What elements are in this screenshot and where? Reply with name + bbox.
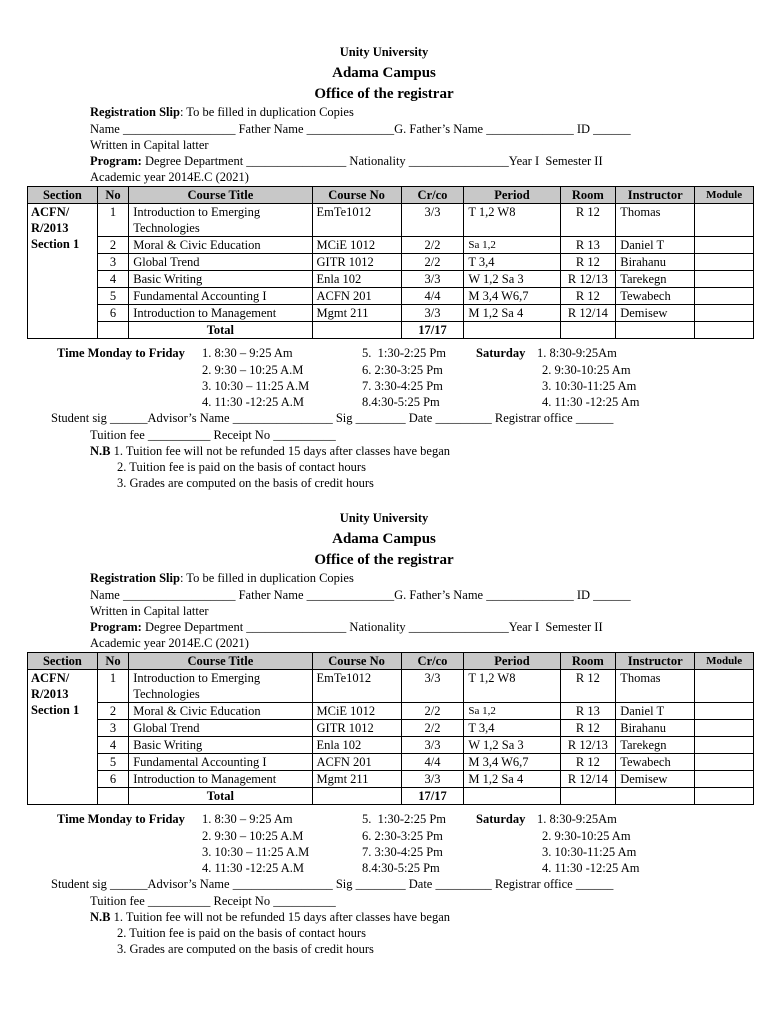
room: R 12 xyxy=(560,720,616,737)
weekday-slot: 7. 3:30-4:25 Pm xyxy=(362,379,443,393)
table-header-row xyxy=(28,187,754,204)
course-code: GITR 1012 xyxy=(312,720,401,737)
program-label: Program: xyxy=(90,620,142,634)
capital-note: Written in Capital latter xyxy=(90,604,209,618)
course-number-index: 4 xyxy=(97,737,128,754)
course-code: MCiE 1012 xyxy=(312,237,401,254)
table-row xyxy=(28,771,754,788)
total-empty xyxy=(464,788,560,805)
room: R 12 xyxy=(560,204,616,237)
campus-name: Adama Campus xyxy=(332,531,436,547)
weekday-slot: 1. 8:30 – 9:25 Am xyxy=(202,346,293,360)
instructor: Daniel T xyxy=(616,237,695,254)
credit-contact: 2/2 xyxy=(401,254,464,271)
instructor: Tewabech xyxy=(616,754,695,771)
nb-line-1 xyxy=(90,909,450,925)
total-empty xyxy=(97,322,128,339)
total-empty xyxy=(616,322,695,339)
room: R 13 xyxy=(560,237,616,254)
room: R 12/13 xyxy=(560,737,616,754)
signature-line: Student sig ______Advisor’s Name ________________ Sig ________ Date _________ Registrar office ______ xyxy=(51,411,614,425)
course-title: Introduction to Emerging Technologies xyxy=(129,204,312,237)
section-line: Section 1 xyxy=(31,703,80,717)
total-label: Total xyxy=(129,788,312,805)
weekday-slot: 7. 3:30-4:25 Pm xyxy=(362,845,443,859)
course-number-index: 1 xyxy=(97,204,128,237)
course-table xyxy=(27,652,754,805)
table-row xyxy=(28,737,754,754)
saturday-slot: 3. 10:30-11:25 Am xyxy=(542,379,637,393)
weekday-slot: 3. 10:30 – 11:25 A.M xyxy=(202,379,310,393)
module xyxy=(695,754,754,771)
credit-contact: 4/4 xyxy=(401,288,464,305)
credit-contact: 4/4 xyxy=(401,754,464,771)
instructor: Daniel T xyxy=(616,703,695,720)
weekday-slot: 2. 9:30 – 10:25 A.M xyxy=(202,829,304,843)
tuition-line: Tuition fee __________ Receipt No __________ xyxy=(90,428,336,442)
saturday-slot: 4. 11:30 -12:25 Am xyxy=(542,861,640,875)
university-name: Unity University xyxy=(339,45,429,59)
module xyxy=(695,204,754,237)
weekday-slot: 3. 10:30 – 11:25 A.M xyxy=(202,845,310,859)
course-code: EmTe1012 xyxy=(312,204,401,237)
weekday-slot: 5. 1:30-2:25 Pm xyxy=(362,812,447,826)
course-title: Basic Writing xyxy=(129,271,312,288)
credit-contact: 3/3 xyxy=(401,204,464,237)
nb-note-2: 2. Tuition fee is paid on the basis of contact hours xyxy=(117,926,366,940)
registration-slip-copy-2 xyxy=(0,466,768,956)
instructor: Birahanu xyxy=(616,254,695,271)
room: R 12 xyxy=(560,754,616,771)
total-empty xyxy=(560,788,616,805)
total-value: 17/17 xyxy=(401,322,464,339)
credit-contact: 3/3 xyxy=(401,271,464,288)
total-empty xyxy=(616,788,695,805)
module xyxy=(695,703,754,720)
course-number-index: 6 xyxy=(97,305,128,322)
table-row xyxy=(28,254,754,271)
registration-slip-text: : To be filled in duplication Copies xyxy=(179,105,354,119)
nb-label: N.B xyxy=(90,444,111,458)
weekday-time-label: Time Monday to Friday xyxy=(57,812,185,826)
course-title: Basic Writing xyxy=(129,737,312,754)
program-label: Program: xyxy=(90,154,142,168)
table-row xyxy=(28,670,754,703)
course-code: ACFN 201 xyxy=(312,754,401,771)
instructor: Thomas xyxy=(616,670,695,703)
weekday-slot: 4. 11:30 -12:25 A.M xyxy=(202,861,304,875)
course-number-index: 3 xyxy=(97,254,128,271)
saturday-slot: 4. 11:30 -12:25 Am xyxy=(542,395,640,409)
header-cr-co: Cr/co xyxy=(401,187,464,204)
weekday-slot: 5. 1:30-2:25 Pm xyxy=(362,346,447,360)
registration-slip-label: Registration Slip xyxy=(90,571,180,585)
saturday-slot: 1. 8:30-9:25Am xyxy=(537,346,617,360)
instructor: Demisew xyxy=(616,771,695,788)
module xyxy=(695,305,754,322)
module xyxy=(695,771,754,788)
course-code: MCiE 1012 xyxy=(312,703,401,720)
office-title: Office of the registrar xyxy=(314,86,454,102)
instructor: Tewabech xyxy=(616,288,695,305)
registration-slip-label: Registration Slip xyxy=(90,105,180,119)
section-line: Section 1 xyxy=(31,237,80,251)
saturday-label: Saturday xyxy=(476,812,526,826)
course-code: GITR 1012 xyxy=(312,254,401,271)
header-course-no: Course No xyxy=(312,653,401,670)
name-line: Name __________________ Father Name ______________G. Father’s Name ______________ ID ______ xyxy=(90,588,631,602)
credit-contact: 2/2 xyxy=(401,703,464,720)
period: Sa 1,2 xyxy=(464,703,560,720)
total-empty xyxy=(695,322,754,339)
total-row xyxy=(28,322,754,339)
program-line xyxy=(90,153,603,169)
module xyxy=(695,254,754,271)
credit-contact: 3/3 xyxy=(401,771,464,788)
tuition-line: Tuition fee __________ Receipt No __________ xyxy=(90,894,336,908)
program-fields: Degree Department ________________ Nationality ________________Year I Semester II xyxy=(141,154,603,168)
period: T 1,2 W8 xyxy=(464,670,560,703)
header-no: No xyxy=(97,187,128,204)
module xyxy=(695,288,754,305)
header-instructor: Instructor xyxy=(616,653,695,670)
header-period: Period xyxy=(464,187,560,204)
section-cell xyxy=(28,204,98,339)
header-section: Section xyxy=(28,187,98,204)
credit-contact: 3/3 xyxy=(401,670,464,703)
course-title: Fundamental Accounting I xyxy=(129,288,312,305)
course-number-index: 1 xyxy=(97,670,128,703)
weekday-slot: 8.4:30-5:25 Pm xyxy=(362,861,440,875)
nb-note-3: 3. Grades are computed on the basis of credit hours xyxy=(117,476,374,490)
course-title: Introduction to Management xyxy=(129,305,312,322)
signature-line: Student sig ______Advisor’s Name ________________ Sig ________ Date _________ Registrar office ______ xyxy=(51,877,614,891)
header-course-title: Course Title xyxy=(129,653,312,670)
nb-note-2: 2. Tuition fee is paid on the basis of contact hours xyxy=(117,460,366,474)
saturday-slot: 1. 8:30-9:25Am xyxy=(537,812,617,826)
course-code: Mgmt 211 xyxy=(312,305,401,322)
section-line: R/2013 xyxy=(31,687,69,701)
period: M 1,2 Sa 4 xyxy=(464,771,560,788)
course-title: Moral & Civic Education xyxy=(129,237,312,254)
room: R 12 xyxy=(560,288,616,305)
course-code: Enla 102 xyxy=(312,737,401,754)
header-module: Module xyxy=(695,653,754,670)
weekday-slot: 6. 2:30-3:25 Pm xyxy=(362,829,443,843)
period: T 1,2 W8 xyxy=(464,204,560,237)
header-course-title: Course Title xyxy=(129,187,312,204)
weekday-slot: 4. 11:30 -12:25 A.M xyxy=(202,395,304,409)
name-line: Name __________________ Father Name ______________G. Father’s Name ______________ ID ______ xyxy=(90,122,631,136)
university-name: Unity University xyxy=(339,511,429,525)
course-title: Introduction to Emerging Technologies xyxy=(129,670,312,703)
instructor: Tarekegn xyxy=(616,737,695,754)
period: Sa 1,2 xyxy=(464,237,560,254)
credit-contact: 2/2 xyxy=(401,720,464,737)
credit-contact: 2/2 xyxy=(401,237,464,254)
room: R 12 xyxy=(560,670,616,703)
nb-note-3: 3. Grades are computed on the basis of credit hours xyxy=(117,942,374,956)
table-row xyxy=(28,720,754,737)
saturday-label: Saturday xyxy=(476,346,526,360)
period: T 3,4 xyxy=(464,254,560,271)
office-title: Office of the registrar xyxy=(314,552,454,568)
room: R 13 xyxy=(560,703,616,720)
academic-year: Academic year 2014E.C (2021) xyxy=(90,636,249,650)
section-line: ACFN/ xyxy=(31,205,70,219)
course-number-index: 2 xyxy=(97,237,128,254)
total-empty xyxy=(464,322,560,339)
program-fields: Degree Department ________________ Nationality ________________Year I Semester II xyxy=(141,620,603,634)
header-room: Room xyxy=(560,187,616,204)
total-empty xyxy=(560,322,616,339)
saturday-slot: 3. 10:30-11:25 Am xyxy=(542,845,637,859)
weekday-slot: 1. 8:30 – 9:25 Am xyxy=(202,812,293,826)
section-line: ACFN/ xyxy=(31,671,70,685)
registration-slip-line xyxy=(90,104,354,120)
header-room: Room xyxy=(560,653,616,670)
saturday-slot: 2. 9:30-10:25 Am xyxy=(542,829,631,843)
module xyxy=(695,720,754,737)
header-module: Module xyxy=(695,187,754,204)
total-value: 17/17 xyxy=(401,788,464,805)
course-code: Mgmt 211 xyxy=(312,771,401,788)
room: R 12 xyxy=(560,254,616,271)
course-number-index: 4 xyxy=(97,271,128,288)
total-empty xyxy=(312,788,401,805)
total-row xyxy=(28,788,754,805)
course-title: Fundamental Accounting I xyxy=(129,754,312,771)
table-row xyxy=(28,305,754,322)
header-cr-co: Cr/co xyxy=(401,653,464,670)
instructor: Thomas xyxy=(616,204,695,237)
nb-note-1: 1. Tuition fee will not be refunded 15 days after classes have began xyxy=(110,910,450,924)
course-code: Enla 102 xyxy=(312,271,401,288)
course-title: Introduction to Management xyxy=(129,771,312,788)
table-row xyxy=(28,237,754,254)
period: W 1,2 Sa 3 xyxy=(464,737,560,754)
course-number-index: 5 xyxy=(97,754,128,771)
room: R 12/14 xyxy=(560,771,616,788)
header-section: Section xyxy=(28,653,98,670)
nb-label: N.B xyxy=(90,910,111,924)
header-instructor: Instructor xyxy=(616,187,695,204)
module xyxy=(695,670,754,703)
capital-note: Written in Capital latter xyxy=(90,138,209,152)
module xyxy=(695,271,754,288)
program-line xyxy=(90,619,603,635)
course-number-index: 5 xyxy=(97,288,128,305)
weekday-time-label: Time Monday to Friday xyxy=(57,346,185,360)
campus-name: Adama Campus xyxy=(332,65,436,81)
period: M 1,2 Sa 4 xyxy=(464,305,560,322)
course-code: EmTe1012 xyxy=(312,670,401,703)
total-empty xyxy=(312,322,401,339)
course-number-index: 3 xyxy=(97,720,128,737)
course-number-index: 6 xyxy=(97,771,128,788)
course-title: Global Trend xyxy=(129,254,312,271)
course-title: Global Trend xyxy=(129,720,312,737)
period: M 3,4 W6,7 xyxy=(464,754,560,771)
registration-slip-line xyxy=(90,570,354,586)
total-label: Total xyxy=(129,322,312,339)
instructor: Demisew xyxy=(616,305,695,322)
academic-year: Academic year 2014E.C (2021) xyxy=(90,170,249,184)
module xyxy=(695,237,754,254)
period: M 3,4 W6,7 xyxy=(464,288,560,305)
period: T 3,4 xyxy=(464,720,560,737)
total-empty xyxy=(695,788,754,805)
room: R 12/14 xyxy=(560,305,616,322)
instructor: Tarekegn xyxy=(616,271,695,288)
table-row xyxy=(28,271,754,288)
course-title: Moral & Civic Education xyxy=(129,703,312,720)
course-code: ACFN 201 xyxy=(312,288,401,305)
credit-contact: 3/3 xyxy=(401,305,464,322)
instructor: Birahanu xyxy=(616,720,695,737)
course-table xyxy=(27,186,754,339)
section-line: R/2013 xyxy=(31,221,69,235)
course-number-index: 2 xyxy=(97,703,128,720)
table-row xyxy=(28,754,754,771)
registration-slip-copy-1 xyxy=(0,0,768,490)
module xyxy=(695,737,754,754)
total-empty xyxy=(97,788,128,805)
header-course-no: Course No xyxy=(312,187,401,204)
nb-note-1: 1. Tuition fee will not be refunded 15 days after classes have began xyxy=(110,444,450,458)
credit-contact: 3/3 xyxy=(401,737,464,754)
period: W 1,2 Sa 3 xyxy=(464,271,560,288)
section-cell xyxy=(28,670,98,805)
table-row xyxy=(28,288,754,305)
table-header-row xyxy=(28,653,754,670)
header-period: Period xyxy=(464,653,560,670)
header-no: No xyxy=(97,653,128,670)
nb-line-1 xyxy=(90,443,450,459)
registration-slip-text: : To be filled in duplication Copies xyxy=(179,571,354,585)
weekday-slot: 8.4:30-5:25 Pm xyxy=(362,395,440,409)
room: R 12/13 xyxy=(560,271,616,288)
table-row xyxy=(28,703,754,720)
weekday-slot: 2. 9:30 – 10:25 A.M xyxy=(202,363,304,377)
weekday-slot: 6. 2:30-3:25 Pm xyxy=(362,363,443,377)
saturday-slot: 2. 9:30-10:25 Am xyxy=(542,363,631,377)
table-row xyxy=(28,204,754,237)
